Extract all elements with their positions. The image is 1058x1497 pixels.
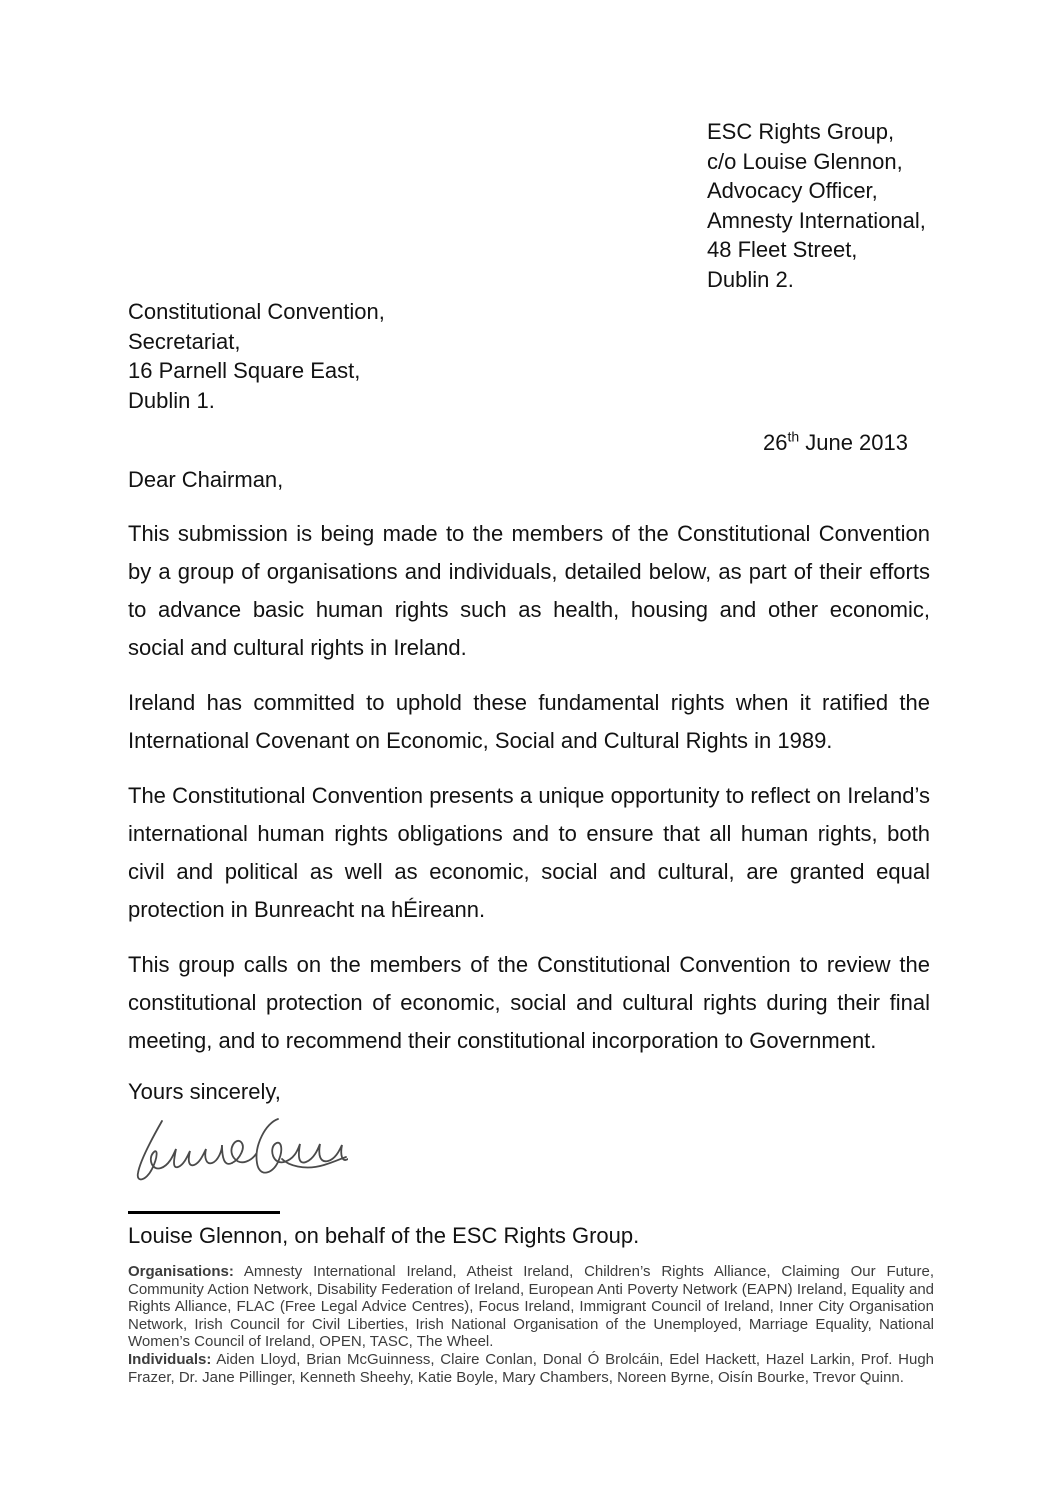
sender-address-line: 48 Fleet Street, xyxy=(707,237,858,262)
date-line xyxy=(128,430,908,456)
individuals-names: Aiden Lloyd, Brian McGuinness, Claire Conlan, Donal Ó Brolcáin, Edel Hackett, Hazel Larkin, Prof. Hugh Frazer, Dr. Jane Pillinger, Kenneth Sheehy, Katie Boyle, Mary Chambers, Noreen Byrne, Oisín Bourke, Trevor Quinn. xyxy=(128,1350,934,1386)
individuals-label: Individuals: xyxy=(128,1350,212,1368)
supporters-footnote xyxy=(128,1263,934,1386)
body-paragraph-4: This group calls on the members of the Constitutional Convention to review the constitutional protection of economic, social and cultural rights during their final meeting, and to recommend their constitutional incorporation to Government. xyxy=(128,952,930,1053)
signatory-name-line: Louise Glennon, on behalf of the ESC Rights Group. xyxy=(128,1223,640,1248)
sender-address-line: Amnesty International, xyxy=(707,207,926,233)
recipient-address-line: Dublin 1. xyxy=(128,387,215,413)
sender-address-line: Advocacy Officer, xyxy=(707,178,878,203)
letter-body xyxy=(128,465,934,1386)
sender-address-line: ESC Rights Group, xyxy=(707,119,895,144)
sender-address-line: Dublin 2. xyxy=(707,266,794,292)
date-ordinal-suffix: th xyxy=(787,428,800,445)
sender-address-line: c/o Louise Glennon, xyxy=(707,148,903,174)
sender-address-block xyxy=(707,117,926,294)
body-paragraph-3: The Constitutional Convention presents a unique opportunity to reflect on Ireland’s international human rights obligations and to ensure that all human rights, both civil and political as well as economic, social and cultural, are granted equal protection in Bunreacht na hÉireann. xyxy=(128,783,930,922)
closing-phrase: Yours sincerely, xyxy=(128,1079,281,1104)
organisations-names: Amnesty International Ireland, Atheist Ireland, Children’s Rights Alliance, Claiming Our Future, Community Action Network, Disability Federation of Ireland, European Anti Poverty Network (EAPN) Ireland, Equality and Rights Alliance, FLAC (Free Legal Advice Centres), Focus Ireland, Immigrant Council of Ireland, Inner City Organisation Network, Irish Council for Civil Liberties, Irish National Organisation of the Unemployed, Marriage Equality, National Women’s Council of Ireland, OPEN, TASC, The Wheel. xyxy=(128,1263,934,1351)
salutation: Dear Chairman, xyxy=(128,467,284,492)
organisations-list xyxy=(128,1263,934,1351)
date-day: 26 xyxy=(762,430,788,455)
body-paragraph-1: This submission is being made to the members of the Constitutional Convention by a group of organisations and individuals, detailed below, as part of their efforts to advance basic human rights such as health, housing and other economic, social and cultural rights in Ireland. xyxy=(128,521,930,660)
body-paragraph-2: Ireland has committed to uphold these fundamental rights when it ratified the International Covenant on Economic, Social and Cultural Rights in 1989. xyxy=(128,690,930,753)
individuals-list xyxy=(128,1351,934,1386)
recipient-address-line: Constitutional Convention, xyxy=(128,299,385,324)
date-month-year: June 2013 xyxy=(799,430,908,455)
signature-underline xyxy=(128,1211,280,1214)
recipient-address-block xyxy=(128,297,385,415)
organisations-label: Organisations: xyxy=(128,1263,234,1280)
recipient-address-line: Secretariat, xyxy=(128,328,241,354)
recipient-address-line: 16 Parnell Square East, xyxy=(128,358,361,383)
handwritten-signature-image xyxy=(128,1113,930,1195)
